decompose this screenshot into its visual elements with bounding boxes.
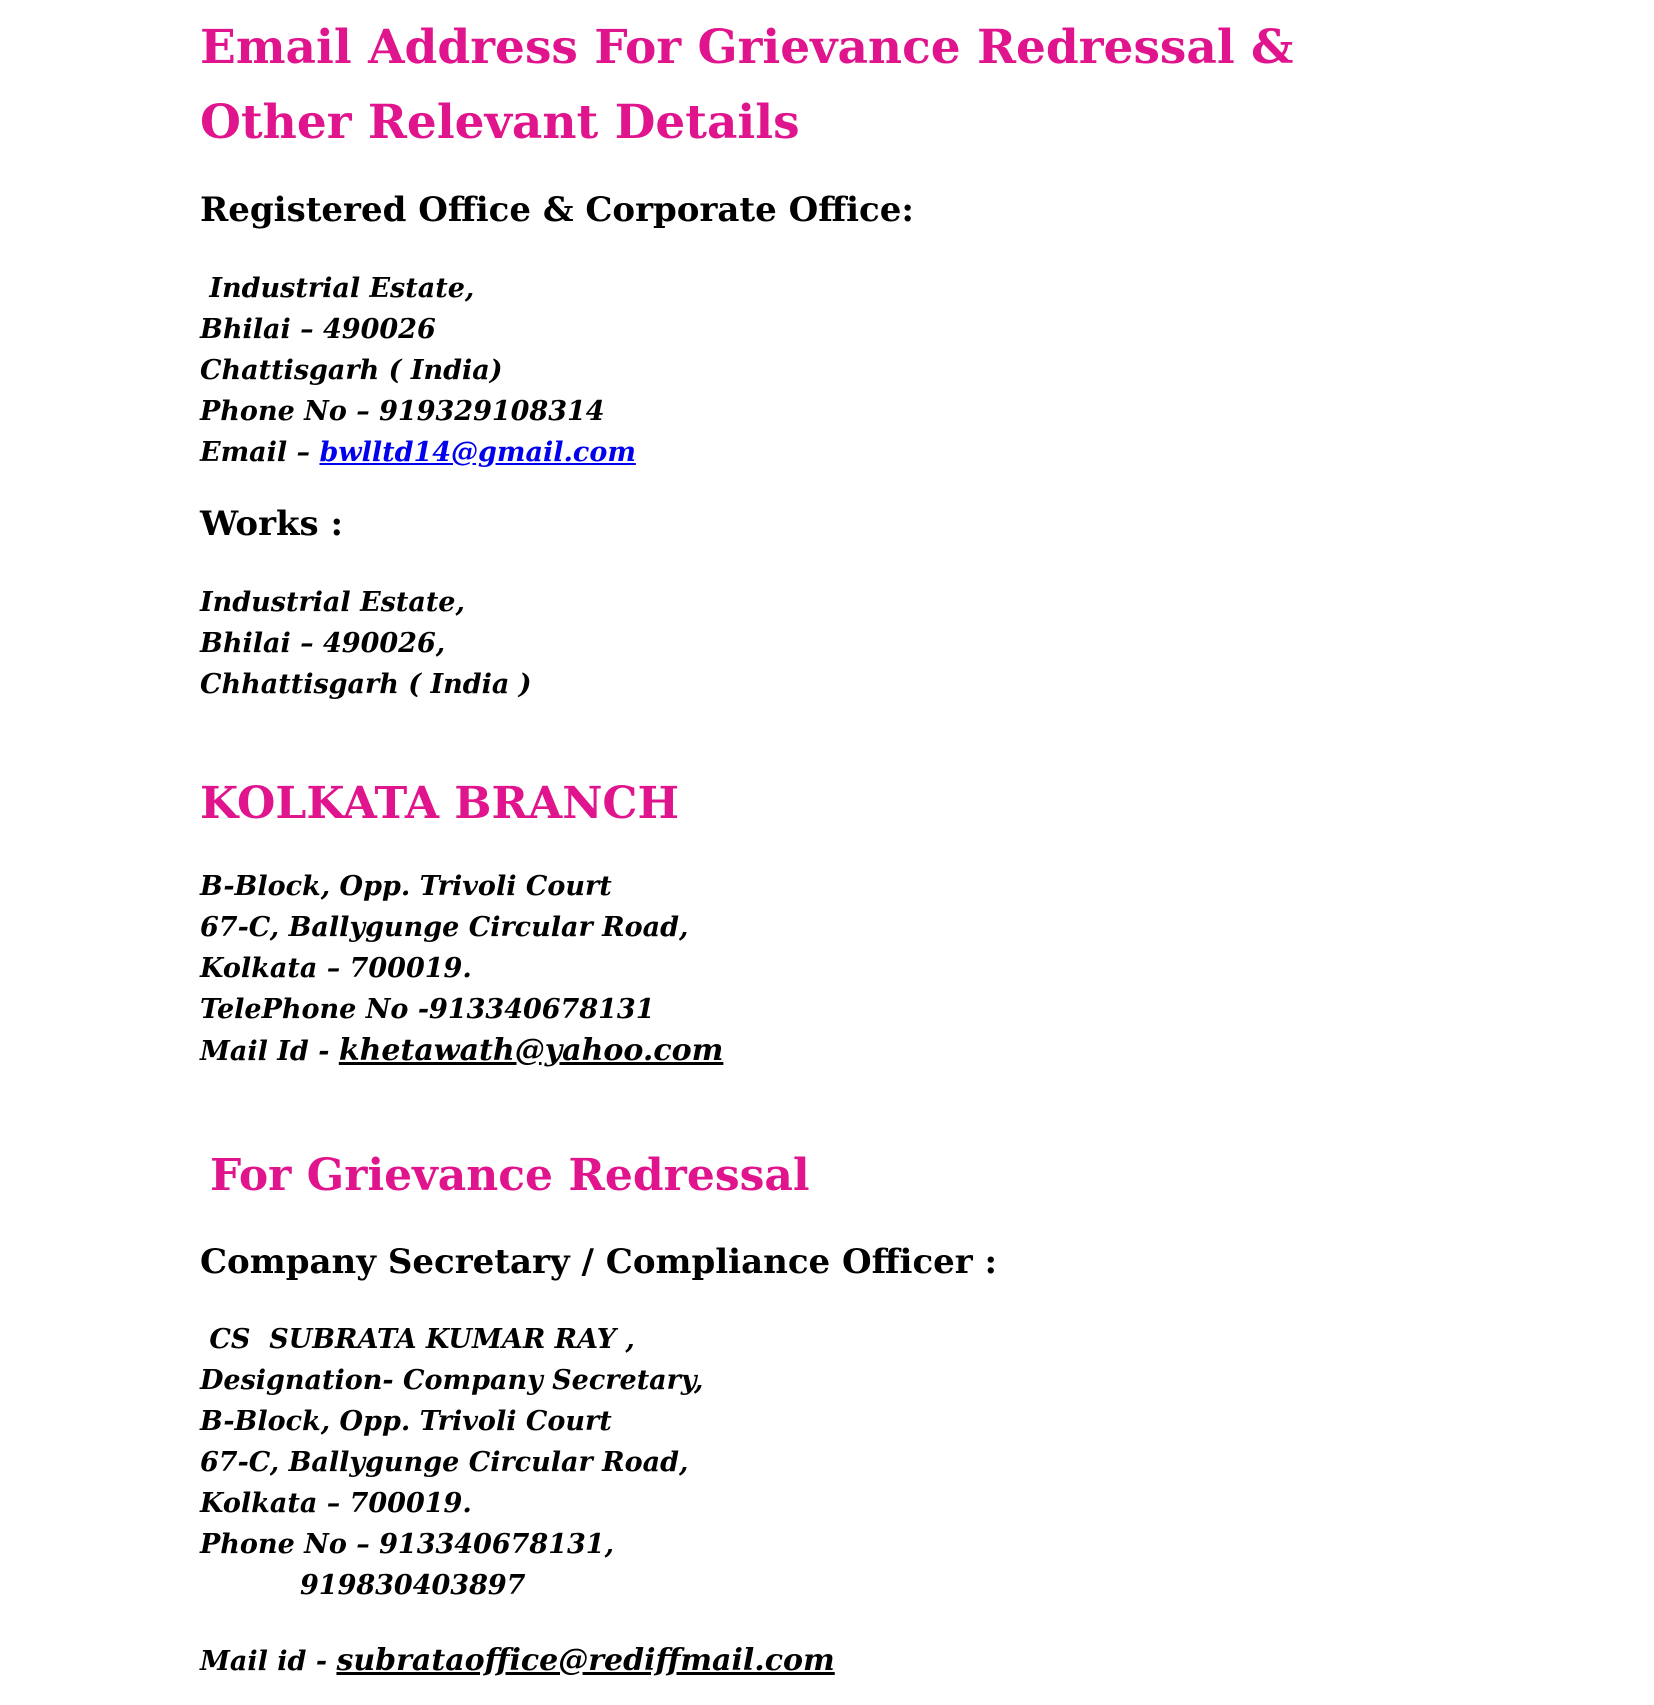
registered-office-address <box>200 268 636 473</box>
grievance-heading: For Grievance Redressal <box>210 1150 810 1201</box>
email-label: Email – <box>200 437 320 468</box>
phone-line: Phone No – 919329108314 <box>200 396 605 427</box>
mail-line <box>200 1030 723 1072</box>
officer-designation: Designation- Company Secretary, <box>200 1365 704 1396</box>
email-line <box>200 432 636 473</box>
works-address <box>200 582 532 705</box>
address-line: Bhilai – 490026 <box>200 314 436 345</box>
address-line: Bhilai – 490026, <box>200 628 446 659</box>
mail-label: Mail Id - <box>200 1036 339 1067</box>
address-line: B-Block, Opp. Trivoli Court <box>200 871 612 902</box>
kolkata-branch-heading: KOLKATA BRANCH <box>200 778 680 829</box>
address-line: B-Block, Opp. Trivoli Court <box>200 1406 612 1437</box>
mail-line <box>200 1640 835 1682</box>
officer-name: CS SUBRATA KUMAR RAY , <box>200 1324 635 1355</box>
phone-line-secondary: 919830403897 <box>300 1570 526 1601</box>
compliance-officer-details <box>200 1319 703 1606</box>
grievance-mail-link[interactable]: subrataoffice@rediffmail.com <box>336 1643 835 1678</box>
kolkata-branch-address <box>200 866 723 1072</box>
address-line: Chattisgarh ( India) <box>200 355 503 386</box>
address-line: Chhattisgarh ( India ) <box>200 669 532 700</box>
kolkata-branch-mail-link[interactable]: khetawath@yahoo.com <box>338 1033 724 1068</box>
works-heading: Works : <box>200 504 344 544</box>
page-title-line-1: Email Address For Grievance Redressal & <box>200 20 1294 75</box>
address-line: Kolkata – 700019. <box>200 1488 472 1519</box>
address-line: Industrial Estate, <box>200 587 465 618</box>
address-line: Industrial Estate, <box>200 273 475 304</box>
grievance-mail <box>200 1640 835 1682</box>
mail-label: Mail id - <box>200 1646 337 1677</box>
registered-office-email-link[interactable]: bwlltd14@gmail.com <box>319 437 636 468</box>
page-title <box>200 10 1293 160</box>
page-title-line-2: Other Relevant Details <box>200 95 800 150</box>
address-line: 67-C, Ballygunge Circular Road, <box>200 1447 689 1478</box>
address-line: Kolkata – 700019. <box>200 953 472 984</box>
phone-line: Phone No – 913340678131, <box>200 1529 614 1560</box>
phone-line: TelePhone No -913340678131 <box>200 994 655 1025</box>
registered-office-heading: Registered Office & Corporate Office: <box>200 190 914 230</box>
address-line: 67-C, Ballygunge Circular Road, <box>200 912 689 943</box>
compliance-officer-heading: Company Secretary / Compliance Officer : <box>200 1242 998 1282</box>
